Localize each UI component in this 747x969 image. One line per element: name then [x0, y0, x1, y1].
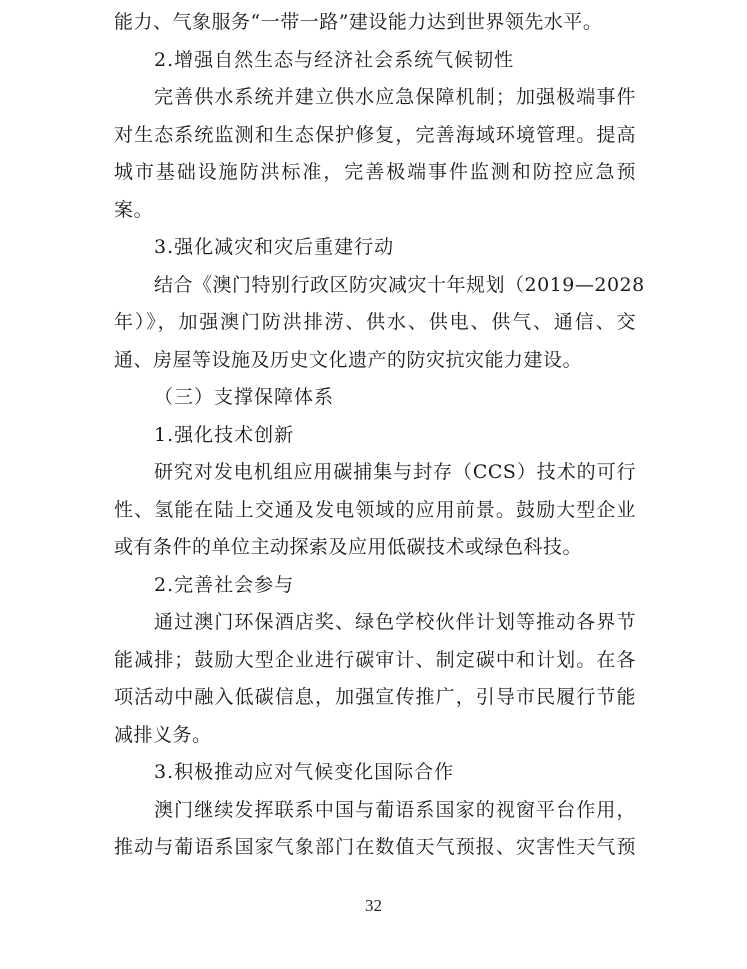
paragraph-line: 研究对发电机组应用碳捕集与封存（CCS）技术的可行	[154, 461, 636, 483]
paragraph-line: 推动与葡语系国家气象部门在数值天气预报、灾害性天气预	[114, 836, 636, 858]
section-heading: 1.强化技术创新	[154, 423, 295, 446]
paragraph-line: 能力、气象服务“一带一路”建设能力达到世界领先水平。	[114, 11, 603, 33]
paragraph-line: 年）》，加强澳门防洪排涝、供水、供电、供气、通信、交	[114, 311, 636, 333]
paragraph-line: 对生态系统监测和生态保护修复，完善海域环境管理。提高	[114, 123, 636, 146]
paragraph-line: 完善供水系统并建立供水应急保障机制；加强极端事件	[154, 86, 636, 108]
paragraph-line: 结合《澳门特别行政区防灾减灾十年规划（2019—2028	[154, 273, 645, 296]
paragraph-line: 澳门继续发挥联系中国与葡语系国家的视窗平台作用，	[154, 798, 636, 821]
page-number: 32	[365, 896, 382, 915]
section-heading: 3.强化减灾和灾后重建行动	[154, 236, 395, 258]
paragraph-line: 性、氢能在陆上交通及发电领域的应用前景。鼓励大型企业	[114, 498, 636, 521]
paragraph-line: 能减排；鼓励大型企业进行碳审计、制定碳中和计划。在各	[114, 648, 636, 671]
paragraph-line: 项活动中融入低碳信息，加强宣传推广，引导市民履行节能	[114, 686, 636, 708]
paragraph-line: 通过澳门环保酒店奖、绿色学校伙伴计划等推动各界节	[154, 611, 636, 633]
section-heading: 2.完善社会参与	[154, 573, 295, 596]
section-heading: 3.积极推动应对气候变化国际合作	[154, 761, 455, 783]
chapter-heading: （三）支撑保障体系	[154, 386, 335, 408]
document-body	[114, 4, 645, 867]
paragraph-line: 案。	[114, 198, 154, 221]
paragraph-line: 减排义务。	[114, 723, 212, 746]
paragraph-line: 通、房屋等设施及历史文化遗产的防灾抗灾能力建设。	[114, 348, 583, 371]
section-heading: 2.增强自然生态与经济社会系统气候韧性	[154, 48, 515, 71]
paragraph-line: 或有条件的单位主动探索及应用低碳技术或绿色科技。	[114, 536, 583, 558]
paragraph-line: 城市基础设施防洪标准，完善极端事件监测和防控应急预	[114, 161, 636, 183]
